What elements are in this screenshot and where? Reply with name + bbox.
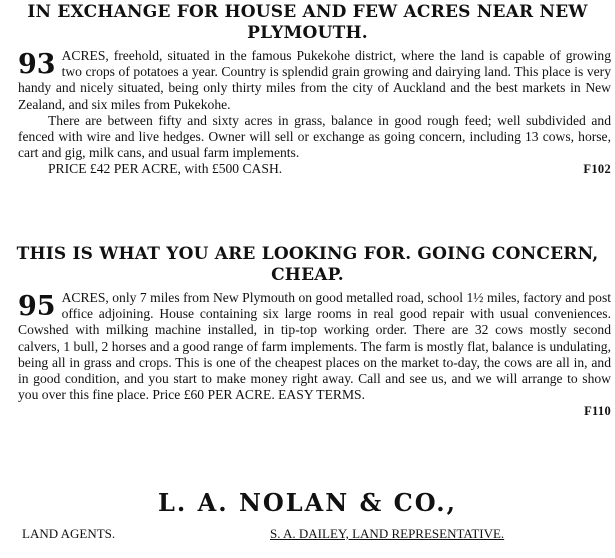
listing-1-lead-line: ACRES, freehold, situated in the famous Pukekohe district, where the — [61, 48, 456, 63]
listing-1 — [0, 2, 615, 178]
listing-1-paragraph-2: There are between fifty and sixty acres in grass, balance in good rough feed; well subdivided and fenced with wire and live hedges. Owner will sell or exchange as going concern, including 13 cows, horse, cart and gig, milk cans, and usual farm implements. — [18, 112, 611, 161]
listing-1-price-row — [0, 161, 615, 177]
listing-1-heading-line-1: IN EXCHANGE FOR HOUSE AND FEW ACRES NEAR NEW — [27, 2, 588, 22]
listing-2-lead-line: ACRES, only 7 miles from New Plymouth on good metalled road, — [61, 290, 425, 305]
listing-1-reference: F102 — [583, 162, 611, 177]
company-name: L. A. NOLAN & CO., — [158, 488, 457, 517]
land-agents-label: LAND AGENTS. — [22, 526, 116, 541]
listing-2-acreage-number: 95 — [18, 291, 56, 322]
land-representative-label: S. A. DAILEY, LAND REPRESENTATIVE. — [270, 526, 505, 541]
listing-2-reference: F110 — [584, 404, 611, 419]
listing-1-price: PRICE £42 PER ACRE, with £500 CASH. — [48, 161, 283, 177]
listing-1-acreage-number: 93 — [18, 49, 56, 80]
listing-2-paragraph — [0, 290, 615, 403]
listing-1-description: land is capable of growing two crops of potatoes a year. Country is splendid grain growing and dairying land. This place is very handy and nicely situated, being only thirty miles from the city of Auckland and the best markets in New Zealand, and six miles from Pukekohe. — [18, 48, 611, 112]
listing-2-description: school 1½ miles, factory and post office adjoining. House containing six large rooms in real good repair with usual conveniences. Cowshed with milking machine installed, in tip-top working order. There are 32 cows mostly second calvers, 1 bull, 2 horses and a good range of farm implements. The farm is mostly flat, balance is undulating, being all in grass and crops. This is one of the cheapest places on the market to-day, the cows are all in, and in good condition, and you start to make money right away. Call and see us, and we will arrange to show you over this fine place. Price £60 PER ACRE. EASY TERMS. — [18, 290, 612, 403]
listing-2-heading-line-2: CHEAP. — [271, 265, 344, 285]
listing-2 — [0, 244, 615, 420]
listing-2-heading-line-1: THIS IS WHAT YOU ARE LOOKING FOR. GOING CONCERN, — [16, 244, 599, 264]
listing-1-paragraph-1 — [0, 48, 615, 113]
listing-2-reference-row — [0, 403, 615, 419]
listing-1-heading-line-2: PLYMOUTH. — [247, 23, 368, 43]
